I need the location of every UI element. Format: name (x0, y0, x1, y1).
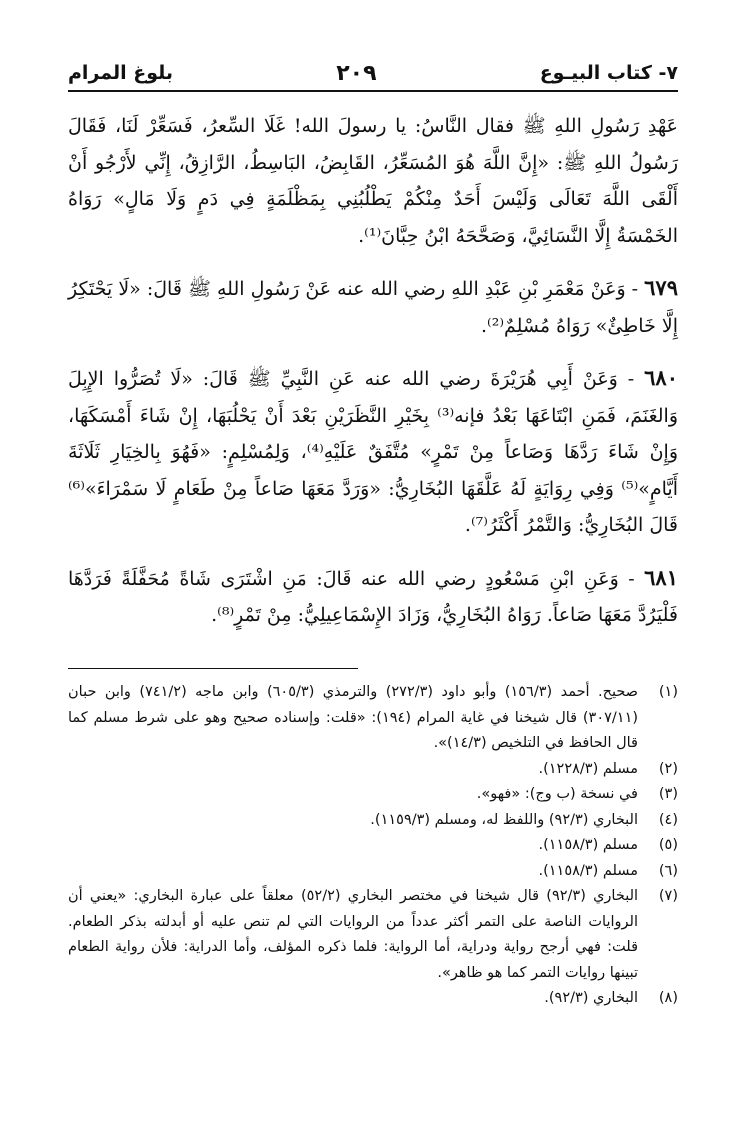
hadith-number: ٦٨٠ (644, 365, 678, 390)
footnote-number: (٥) (658, 837, 678, 853)
hadith-679 (68, 270, 678, 344)
footnote-number: (٧) (658, 888, 678, 904)
footnotes (68, 680, 678, 1012)
footnote (68, 680, 678, 757)
footnote (68, 833, 678, 859)
text-line: - وَعَنْ مَعْمَرِ بْنِ عَبْدِ اللهِ رضي الله عنه عَنْ رَسُولِ اللهِ ﷺ قَالَ: «لَا (118, 278, 639, 300)
footnote-text: البخاري (٩٢/٣). (544, 990, 638, 1006)
text-line: فَلْيَرُدَّ مَعَهَا صَاعاً. رَوَاهُ البُخَارِيُّ، وَزَادَ الإِسْمَاعِيلِيُّ: مِنْ تَمْرٍ⁽⁸⁾. (211, 604, 678, 626)
text-line: «يعني أن الروايات الناصة على التمر أكثر عدداً من الروايات التي لم تنص عليه أو أبدلته (68, 888, 638, 930)
footnote (68, 808, 678, 834)
text-line: صحيح. أحمد (١٥٦/٣) وأبو داود (٢٧٢/٣) والترمذي (٦٠٥/٣) وابن ماجه (٧٤١/٢) (139, 684, 638, 700)
footnote-text: مسلم (١٢٢٨/٣). (538, 760, 638, 777)
text-line: الدراية: فلأن رواية الطعام تبينها روايات التمر كما هو ظاهر». (68, 939, 638, 981)
footnote (68, 757, 678, 783)
text-line: وابن حبان (٣٠٧/١١) قال شيخنا في غاية المرام (١٩٤): «قلت: وإسناده صحيح وهو (68, 684, 639, 726)
text-line: عَهْدِ رَسُولِ اللهِ ﷺ فقال النَّاسُ: يا رسولَ الله! غَلَا السِّعرُ، فَسَعِّرْ لَنَا، فَقَالَ (68, 115, 678, 137)
footnote (68, 859, 678, 885)
main-text (68, 108, 678, 634)
footnote (68, 884, 678, 986)
footnote-text: في نسخة (ب وج): «فهو». (476, 786, 638, 802)
footnote-number: (٤) (658, 811, 678, 828)
page-number: ٢٠٩ (336, 60, 377, 86)
footnote-number: (٣) (658, 786, 678, 802)
text-line: لأَرْجُو أَنْ أَلْقَى اللَّهَ تَعَالَى وَلَيْسَ أَحَدٌ مِنْكُمْ يَطْلُبُنِي بِمَظْلَمَةٍ فِي دَمٍ وَلَا مَالٍ» (68, 151, 679, 210)
footnote-number: (٢) (658, 760, 678, 777)
hadith-number: ٦٨١ (644, 564, 678, 590)
text-line: بِالخِيَارِ ثَلَاثَةَ أَيَّامٍ»⁽⁵⁾ وَفِي رِوَايَةٍ لَهُ عَلَّقَهَا البُخَارِيُّ: «وَرَدَّ مَعَهَا صَاعاً مِنْ (68, 441, 678, 500)
footnote-text: مسلم (١١٥٨/٣). (538, 862, 638, 879)
footnote (68, 782, 678, 808)
text-line: طَعَامٍ لَا سَمْرَاءَ»⁽⁶⁾ قَالَ البُخَارِيُّ: وَالتَّمْرُ أَكْثَرُ⁽⁷⁾. (68, 477, 678, 536)
footnote (68, 986, 678, 1012)
hadith-680 (68, 360, 678, 544)
text-line: على شرط مسلم كما قال الحافظ في التلخيص (١٤/٣)». (68, 709, 638, 751)
footnote-text: مسلم (١١٥٨/٣). (538, 837, 638, 853)
footnote-text (68, 884, 638, 986)
book-title: بلوغ المرام (68, 62, 174, 84)
hadith-681 (68, 560, 678, 634)
text-line: - وَعَنْ أَبِي هُرَيْرَةَ رضي الله عنه عَنِ النَّبِيِّ ﷺ قَالَ: «لَا تُصَرُّوا الإِبِلَ (68, 368, 635, 390)
text-line: يَحْتَكِرُ إِلَّا خَاطِئٌ» رَوَاهُ مُسْلِمٌ⁽²⁾. (68, 278, 678, 337)
footnote-number: (٦) (658, 862, 678, 879)
text-line: بذكر الطعام. قلت: فهي أرجح رواية ودراية، أما الرواية: فلما ذكره المؤلف، وأما (68, 913, 639, 955)
text-line: رَسُولُ اللهِ ﷺ: «إِنَّ اللَّهَ هُوَ المُسَعِّرُ، القَابِضُ، البَاسِطُ، الرَّازِقُ، إِنِّي (144, 151, 679, 174)
text-line: أَمْسَكَهَا، وَإِنْ شَاءَ رَدَّهَا وَصَاعاً مِنْ تَمْرٍ» مُتَّفَقٌ عَلَيْهِ⁽⁴⁾، وَلِمُسْلِمٍ: «فَهُوَ (68, 404, 679, 463)
footnote-separator (68, 668, 358, 669)
text-line: - وَعَنِ ابْنِ مَسْعُودٍ رضي الله عنه قَالَ: مَنِ اشْتَرَى شَاةً مُحَفَّلَةً فَرَدَّهَا (68, 567, 635, 590)
hadith-number: ٦٧٩ (644, 275, 678, 300)
footnote-number: (١) (658, 684, 678, 700)
text-line: وَالغَنَمَ، فَمَنِ ابْتَاعَهَا بَعْدُ فإنه⁽³⁾ بِخَيْرِ النَّظَرَيْنِ بَعْدَ أَنْ يَحْلُبَهَا، إِنْ شَاءَ (139, 404, 679, 427)
footnote-text (68, 680, 638, 757)
text-line: البخاري (٩٢/٣) قال شيخنا في مختصر البخاري (٥٢/٢) معلقاً على عبارة البخاري: (133, 888, 639, 904)
page-header (68, 56, 678, 92)
paragraph-continued (68, 108, 678, 254)
text-line: رَوَاهُ الخَمْسَةُ إِلَّا النَّسَائِيَّ، وَصَحَّحَهُ ابْنُ حِبَّانَ⁽¹⁾. (68, 188, 678, 247)
chapter-title: ٧- كتاب البيـوع (539, 62, 678, 84)
footnote-number: (٨) (658, 990, 678, 1006)
footnote-text: البخاري (٩٢/٣) واللفظ له، ومسلم (١١٥٩/٣). (370, 811, 638, 828)
